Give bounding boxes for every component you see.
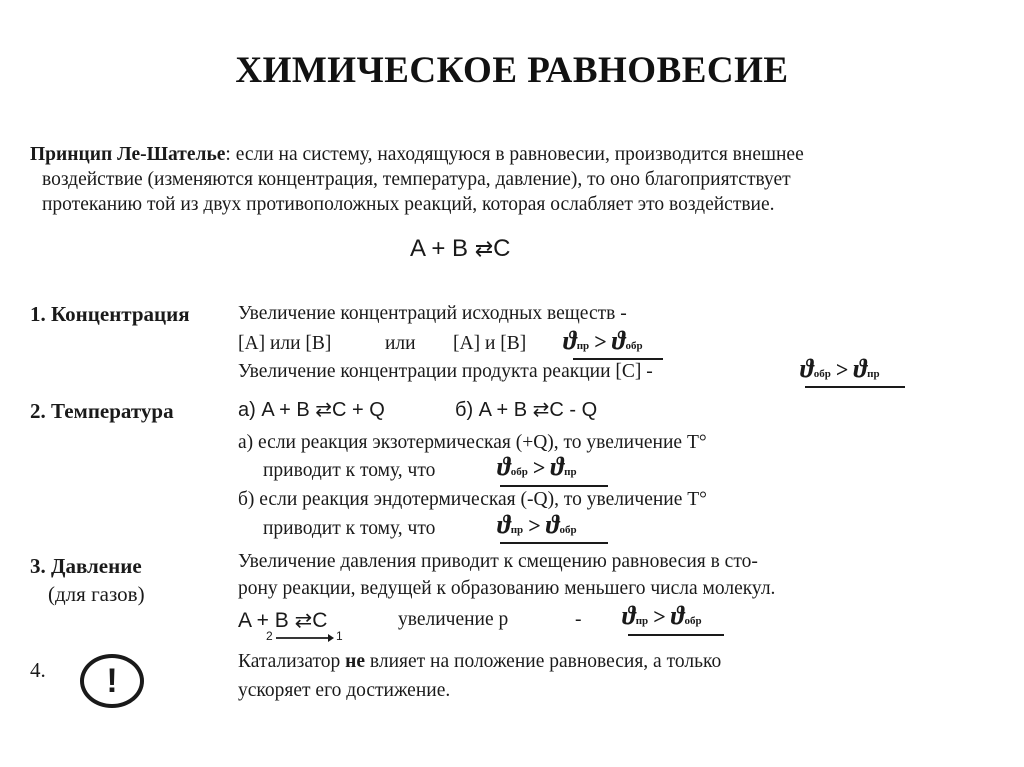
equilibrium-arrow-icon: ⇄ xyxy=(474,236,494,261)
temperature-equation-a: а) A + B ⇄C + Q xyxy=(238,399,385,421)
principle-label: Принцип Ле-Шателье xyxy=(30,144,226,165)
underline xyxy=(500,485,608,487)
pressure-line-2: рону реакции, ведущей к образованию меньшего числа молекул. xyxy=(238,578,776,599)
section-concentration-label: 1. Концентрация xyxy=(30,302,190,326)
section-pressure-sublabel: (для газов) xyxy=(48,582,145,606)
underline xyxy=(628,634,724,636)
principle-line-3: протеканию той из двух противоположных реакций, которая ослабляет это воздействие. xyxy=(42,194,775,215)
equilibrium-arrow-icon: ⇄ xyxy=(315,399,333,421)
temperature-case-b-line-2: приводит к тому, что xyxy=(263,518,436,539)
page-title: ХИМИЧЕСКОЕ РАВНОВЕСИЕ xyxy=(235,50,789,91)
direction-arrow-icon xyxy=(276,633,334,643)
concentration-a-or-b: [A] или [B] xyxy=(238,333,332,354)
principle-line-1: Принцип Ле-Шателье: если на систему, находящуюся в равновесии, производится внешнее xyxy=(30,144,804,165)
equilibrium-arrow-icon: ⇄ xyxy=(294,609,313,632)
concentration-line-3: Увеличение концентрации продукта реакции [C] - xyxy=(238,361,653,382)
temperature-equation-b: б) A + B ⇄C - Q xyxy=(455,399,598,421)
molecule-count-left: 2 xyxy=(266,629,273,643)
pressure-line-1: Увеличение давления приводит к смещению равновесия в сто- xyxy=(238,551,758,572)
rate-comparison-forward-gt-reverse: ϑпр > ϑобр xyxy=(563,326,643,355)
pressure-equation: A + B ⇄C xyxy=(238,609,328,632)
temperature-case-a-line-1: а) если реакция экзотермическая (+Q), то увеличение T° xyxy=(238,432,707,453)
section-temperature-label: 2. Температура xyxy=(30,399,174,423)
underline xyxy=(500,542,608,544)
section-catalyst-label: 4. xyxy=(30,658,46,682)
catalyst-line-1: Катализатор не влияет на положение равновесия, а только xyxy=(238,651,722,672)
catalyst-line-2: ускоряет его достижение. xyxy=(238,680,451,701)
concentration-a-and-b: [A] и [B] xyxy=(453,333,527,354)
underline xyxy=(573,358,663,360)
rate-comparison-forward-gt-reverse: ϑпр > ϑобр xyxy=(497,510,577,539)
pressure-dash: - xyxy=(575,609,582,630)
pressure-increase-text: увеличение p xyxy=(398,609,509,630)
rate-comparison-forward-gt-reverse: ϑпр > ϑобр xyxy=(622,601,702,630)
exclamation-icon: ! xyxy=(80,654,144,708)
principle-line-2: воздействие (изменяются концентрация, температура, давление), то оно благоприятствует xyxy=(42,169,791,190)
temperature-case-a-line-2: приводит к тому, что xyxy=(263,460,436,481)
equilibrium-arrow-icon: ⇄ xyxy=(532,399,550,421)
concentration-line-1: Увеличение концентраций исходных веществ - xyxy=(238,303,627,324)
main-equation: A + B ⇄C xyxy=(410,235,511,262)
rate-comparison-reverse-gt-forward: ϑобр > ϑпр xyxy=(800,354,880,383)
temperature-case-b-line-1: б) если реакция эндотермическая (-Q), то увеличение T° xyxy=(238,489,707,510)
section-pressure-label: 3. Давление xyxy=(30,554,142,578)
concentration-or: или xyxy=(385,333,416,354)
underline xyxy=(805,386,905,388)
molecule-count-right: 1 xyxy=(336,629,343,643)
rate-comparison-reverse-gt-forward: ϑобр > ϑпр xyxy=(497,452,577,481)
